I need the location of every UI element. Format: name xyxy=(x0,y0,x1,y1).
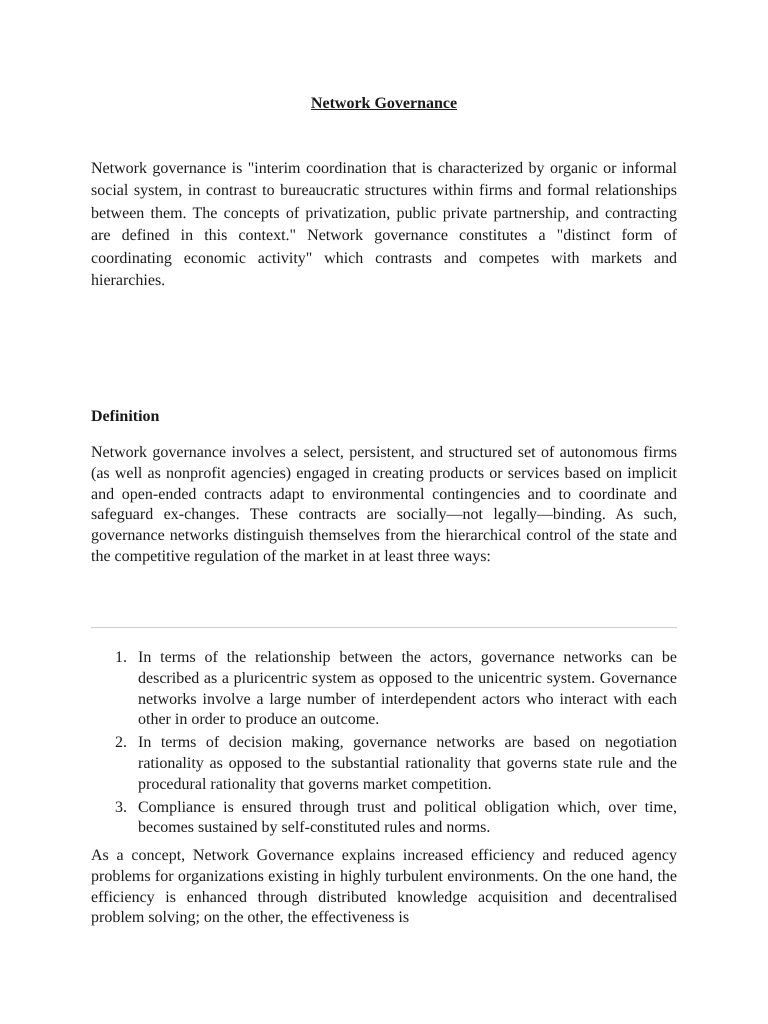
intro-paragraph: Network governance is "interim coordination that is characterized by organic or informal social system, in contrast to bureaucratic structures within firms and formal relationships between them. The concepts of privatization, public private partnership, and contracting are defined in this context." Network governance constitutes a "distinct form of coordinating economic activity" which contrasts and competes with markets and hierarchies. xyxy=(91,160,677,290)
list-item xyxy=(91,648,677,731)
page-title: Network Governance xyxy=(310,95,458,112)
list-item xyxy=(91,733,677,795)
numbered-list xyxy=(91,648,677,841)
list-item-text: In terms of the relationship between the actors, governance networks can be described as a pluricentric system as opposed to the unicentric system. Governance networks involve a large number of interdependent actors who interact with each other in order to produce an outcome. xyxy=(138,649,677,729)
definition-paragraph: Network governance involves a select, persistent, and structured set of autonomous firms (as well as nonprofit agencies) engaged in creating products or services based on implicit and open-ended contracts adapt to environmental contingencies and to coordinate and safeguard ex-changes. These contracts are socially—not legally—binding. As such, governance networks distinguish themselves from the hierarchical control of the state and the competitive regulation of the market in at least three ways: xyxy=(91,444,677,565)
list-item-number: 1. xyxy=(115,649,127,666)
definition-heading: Definition xyxy=(91,408,160,425)
list-item-text: In terms of decision making, governance networks are based on negotiation rationality as opposed to the substantial rationality that governs state rule and the procedural rationality that governs market competition. xyxy=(138,734,677,793)
list-item-number: 3. xyxy=(115,798,127,816)
conclusion-paragraph: As a concept, Network Governance explains increased efficiency and reduced agency problems for organizations existing in highly turbulent environments. On the one hand, the efficiency is enhanced through distributed knowledge acquisition and decentralised problem solving; on the other, the effectiveness is xyxy=(91,847,677,927)
list-item xyxy=(91,798,677,840)
list-item-number: 2. xyxy=(115,734,127,752)
horizontal-divider xyxy=(91,627,677,628)
list-item-text: Compliance is ensured through trust and political obligation which, over time, becomes sustained by self-constituted rules and norms. xyxy=(138,798,677,837)
